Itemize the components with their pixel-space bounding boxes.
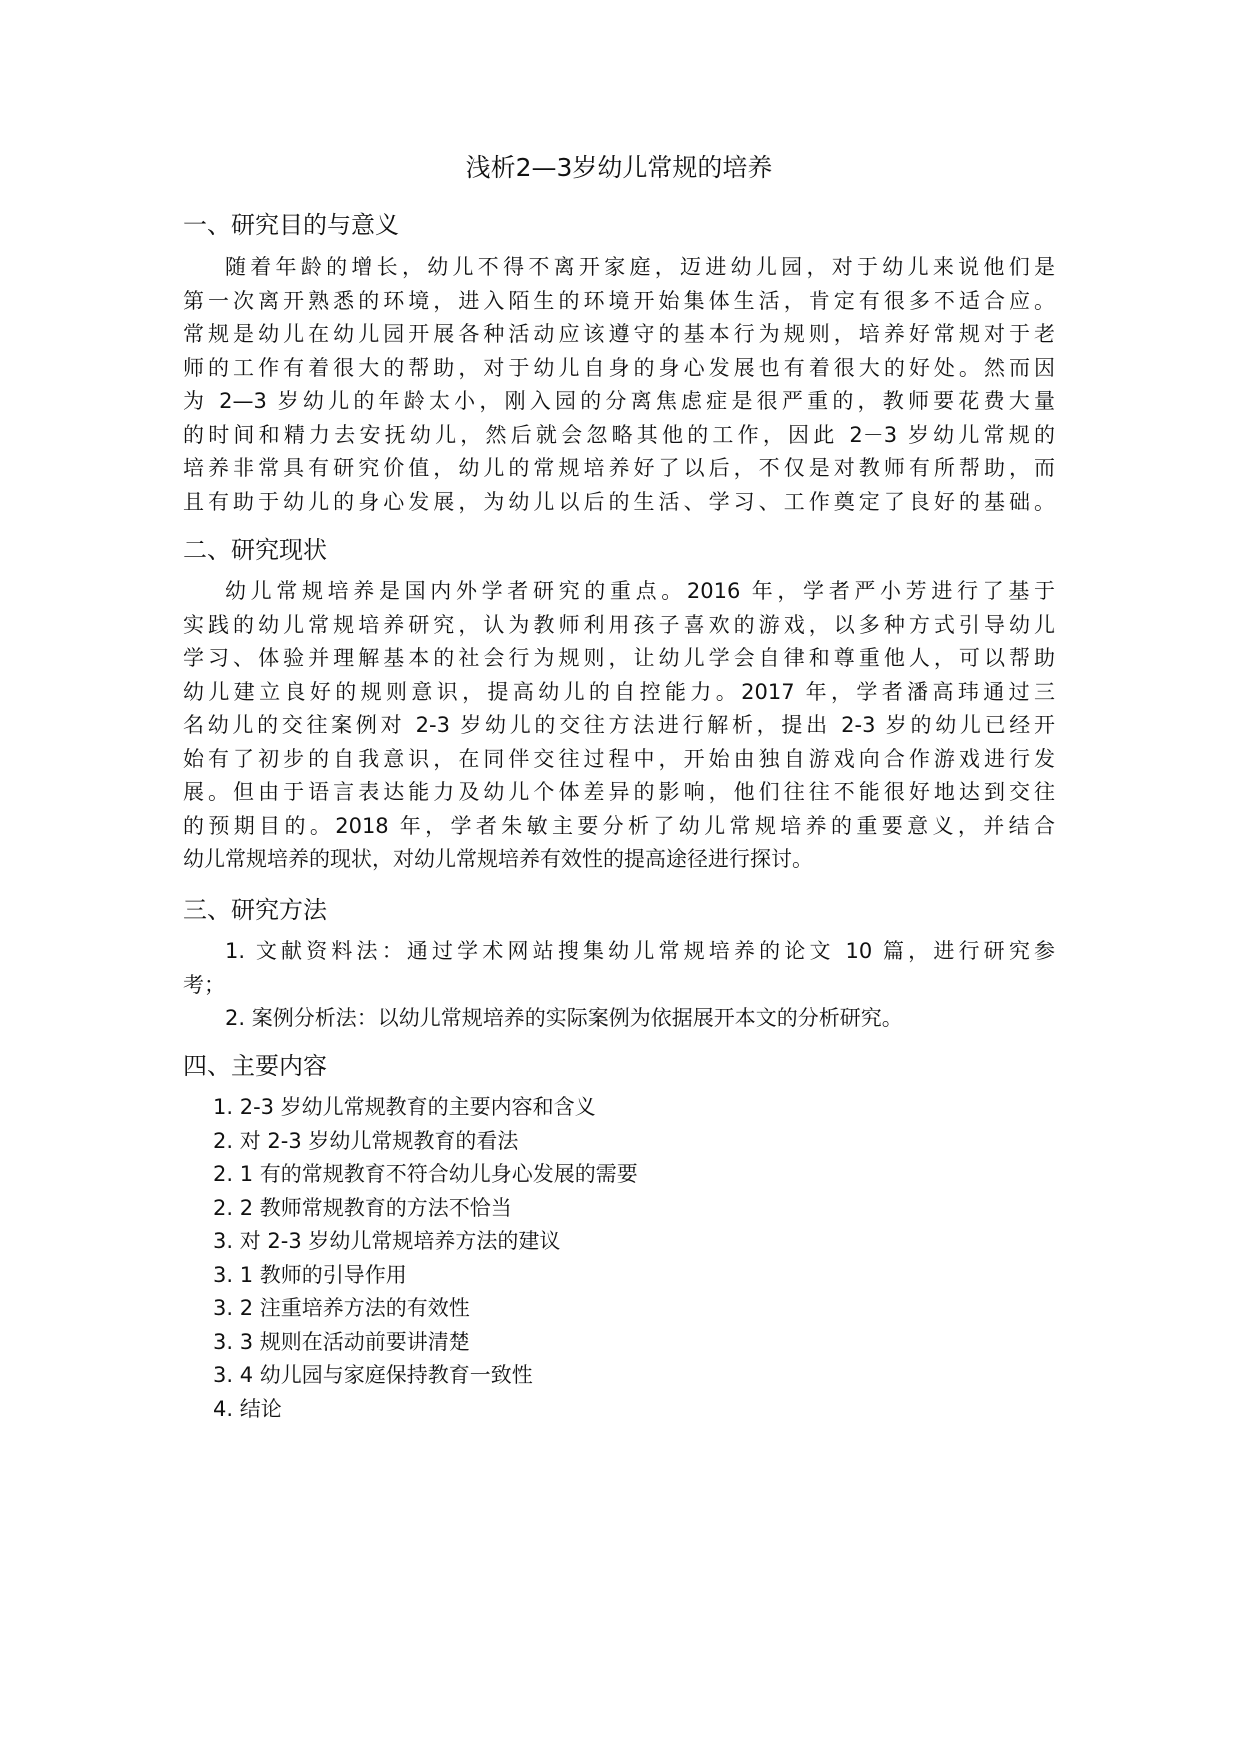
text-line: 培养非常具有研究价值，幼儿的常规培养好了以后，不仅是对教师有所帮助，而 <box>183 456 1055 480</box>
section-heading-status: 二、研究现状 <box>183 536 327 564</box>
text-line: 幼儿常规培养的现状，对幼儿常规培养有效性的提高途径进行探讨。 <box>183 847 813 871</box>
list-item: 2. 对 2-3 岁幼儿常规教育的看法 <box>213 1128 519 1153</box>
text-line: 考； <box>183 972 225 997</box>
list-item: 1. 2-3 岁幼儿常规教育的主要内容和含义 <box>213 1095 596 1119</box>
list-item: 3. 2 注重培养方法的有效性 <box>213 1296 470 1320</box>
text-line: 的时间和精力去安抚幼儿，然后就会忽略其他的工作，因此 2－3 岁幼儿常规的 <box>183 422 1055 447</box>
text-line: 名幼儿的交往案例对 2-3 岁幼儿的交往方法进行解析，提出 2-3 岁的幼儿已经开 <box>183 713 1055 737</box>
list-item: 3. 对 2-3 岁幼儿常规培养方法的建议 <box>213 1229 561 1253</box>
text-line: 随着年龄的增长，幼儿不得不离开家庭，迈进幼儿园，对于幼儿来说他们是 <box>225 255 1055 279</box>
list-item: 3. 4 幼儿园与家庭保持教育一致性 <box>213 1363 533 1387</box>
text-line: 学习、体验并理解基本的社会行为规则，让幼儿学会自律和尊重他人，可以帮助 <box>183 646 1055 670</box>
list-item: 3. 3 规则在活动前要讲清楚 <box>213 1329 470 1354</box>
text-line: 展。但由于语言表达能力及幼儿个体差异的影响，他们往往不能很好地达到交往 <box>183 780 1055 804</box>
text-line: 实践的幼儿常规培养研究，认为教师利用孩子喜欢的游戏，以多种方式引导幼儿 <box>183 612 1055 637</box>
text-line: 的预期目的。2018 年，学者朱敏主要分析了幼儿常规培养的重要意义，并结合 <box>183 813 1055 838</box>
paragraph-purpose <box>183 251 1055 519</box>
text-line: 1. 文献资料法：通过学术网站搜集幼儿常规培养的论文 10 篇，进行研究参 <box>225 939 1055 963</box>
text-line: 幼儿建立良好的规则意识，提高幼儿的自控能力。2017 年，学者潘高玮通过三 <box>183 679 1055 704</box>
paragraph-status <box>183 575 1055 877</box>
paragraph-methods <box>183 935 1055 1036</box>
text-line: 常规是幼儿在幼儿园开展各种活动应该遵守的基本行为规则，培养好常规对于老 <box>183 322 1055 346</box>
section-heading-contents: 四、主要内容 <box>183 1052 327 1080</box>
text-line: 始有了初步的自我意识，在同伴交往过程中，开始由独自游戏向合作游戏进行发 <box>183 746 1055 771</box>
text-line: 幼儿常规培养是国内外学者研究的重点。2016 年，学者严小芳进行了基于 <box>225 579 1055 603</box>
text-line: 第一次离开熟悉的环境，进入陌生的环境开始集体生活，肯定有很多不适合应。 <box>183 288 1055 313</box>
list-item: 2. 1 有的常规教育不符合幼儿身心发展的需要 <box>213 1162 638 1186</box>
contents-list <box>183 1091 1055 1426</box>
section-heading-methods: 三、研究方法 <box>183 896 327 924</box>
document-title: 浅析2—3岁幼儿常规的培养 <box>465 153 773 182</box>
text-line: 2. 案例分析法：以幼儿常规培养的实际案例为依据展开本文的分析研究。 <box>225 1006 903 1030</box>
section-heading-purpose: 一、研究目的与意义 <box>183 211 399 239</box>
text-line: 且有助于幼儿的身心发展，为幼儿以后的生活、学习、工作奠定了良好的基础。 <box>183 489 1055 514</box>
text-line: 为 2—3 岁幼儿的年龄太小，刚入园的分离焦虑症是很严重的，教师要花费大量 <box>183 389 1055 413</box>
list-item: 2. 2 教师常规教育的方法不恰当 <box>213 1195 512 1220</box>
list-item: 4. 结论 <box>213 1396 282 1421</box>
list-item: 3. 1 教师的引导作用 <box>213 1262 407 1287</box>
text-line: 师的工作有着很大的帮助，对于幼儿自身的身心发展也有着很大的好处。然而因 <box>183 355 1055 380</box>
